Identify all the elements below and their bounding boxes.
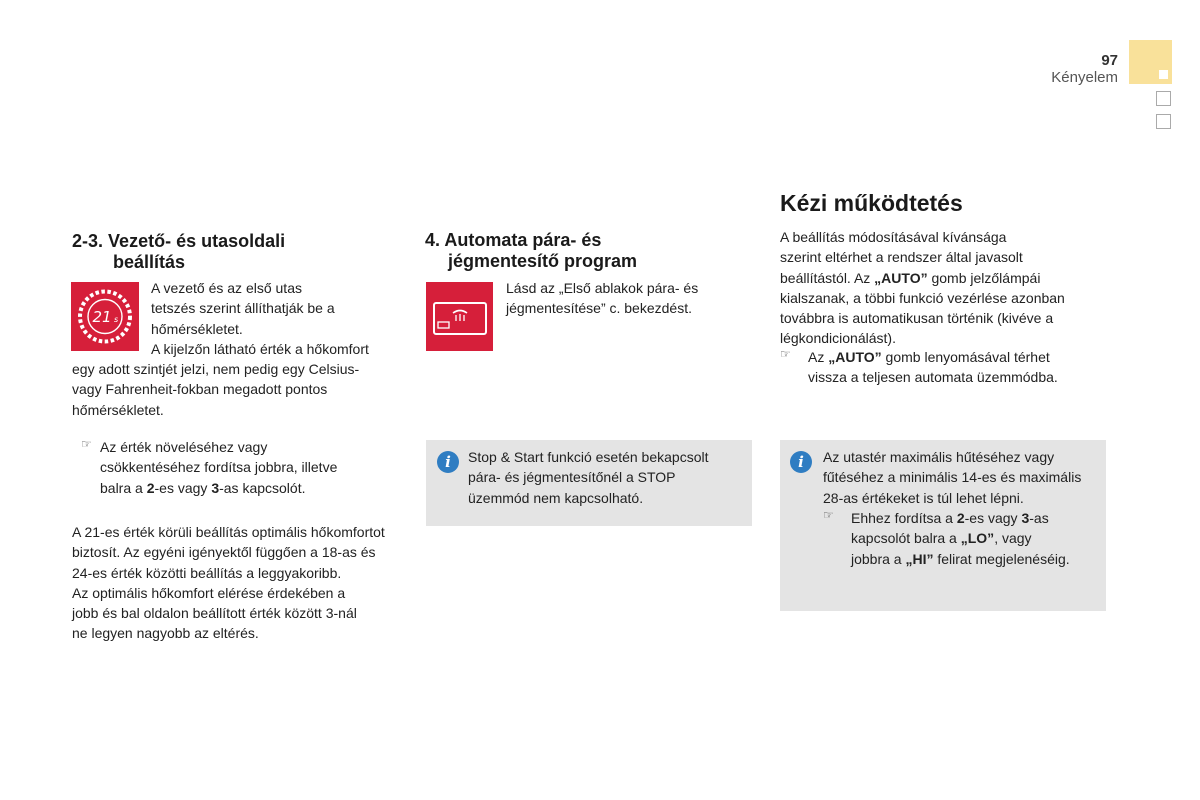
text-line bbox=[100, 437, 401, 457]
section-heading-4: 4. Automata pára- és jégmentesítő program bbox=[425, 230, 638, 271]
pointing-hand-icon: ☞ bbox=[823, 508, 834, 522]
text: -es vagy bbox=[154, 479, 212, 496]
bullet-text bbox=[851, 508, 1103, 569]
text-line: tetszés szerint állíthatják be a bbox=[151, 300, 335, 317]
text-line: Stop & Start funkció esetén bekapcsolt bbox=[468, 449, 709, 465]
temperature-display-icon bbox=[71, 282, 139, 351]
bullet-text bbox=[100, 437, 401, 498]
bold-text: 3 bbox=[1021, 510, 1030, 526]
info-box-stop-start bbox=[426, 440, 752, 526]
text: kapcsolót balra a bbox=[851, 530, 961, 547]
text-line bbox=[780, 328, 1110, 348]
info-bullet bbox=[823, 508, 1103, 569]
text: Ehhez fordítsa a bbox=[851, 510, 957, 526]
auto-bullet bbox=[780, 347, 1110, 388]
display-unit: s bbox=[114, 315, 119, 324]
text-line bbox=[780, 288, 1110, 308]
info-box-max-cooling bbox=[780, 440, 1106, 611]
paragraph-optimal bbox=[72, 522, 412, 644]
pointing-hand-icon: ☞ bbox=[780, 347, 791, 361]
info-text bbox=[823, 447, 1103, 508]
manual-body-text bbox=[780, 227, 1110, 349]
text-line: Az utastér maximális hűtéséhez vagy bbox=[823, 449, 1055, 465]
text: Az érték növeléséhez vagy bbox=[100, 439, 268, 455]
text: beállítástól. Az bbox=[780, 269, 875, 286]
text-line: vagy Fahrenheit-fokban megadott pontos bbox=[72, 381, 328, 398]
text: Az bbox=[808, 349, 829, 365]
text-line bbox=[851, 549, 1103, 569]
text-line bbox=[808, 347, 1110, 367]
bold-text: „HI” bbox=[905, 550, 934, 567]
text-line: üzemmód nem kapcsolható. bbox=[468, 489, 644, 506]
text: balra a bbox=[100, 479, 147, 496]
text-line: A vezető és az első utas bbox=[151, 280, 302, 296]
text: , vagy bbox=[994, 530, 1032, 547]
text-line bbox=[100, 457, 401, 477]
text: -as bbox=[1029, 510, 1049, 526]
text-line: biztosít. Az egyéni igényektől függően a 18-as és bbox=[72, 544, 376, 561]
bullet-text bbox=[808, 347, 1110, 388]
text-line: A kijelzőn látható érték a hőkomfort bbox=[151, 340, 369, 357]
text-line: hőmérsékletet. bbox=[72, 401, 164, 418]
text: jobbra a bbox=[851, 550, 906, 567]
text-line bbox=[780, 227, 1110, 247]
text-line: jégmentesítése” c. bekezdést. bbox=[506, 300, 692, 317]
text-line: 28-as értékeket is túl lehet lépni. bbox=[823, 489, 1024, 506]
bold-text: „LO” bbox=[960, 530, 995, 547]
chapter-tab-active bbox=[1129, 40, 1172, 84]
text: felirat megjelenéséig. bbox=[933, 550, 1070, 567]
text-line: egy adott szintjét jelzi, nem pedig egy Celsius- bbox=[72, 361, 360, 377]
instruction-bullet bbox=[81, 437, 401, 498]
text-line: jobb és bal oldalon beállított érték között 3-nál bbox=[72, 605, 357, 622]
text-line bbox=[851, 528, 1103, 548]
text: -es vagy bbox=[964, 510, 1022, 526]
pointing-hand-icon: ☞ bbox=[81, 437, 92, 451]
bold-text: 2 bbox=[146, 479, 155, 496]
defrost-button-icon bbox=[426, 282, 493, 351]
text: gomb lenyomásával térhet bbox=[881, 349, 1050, 365]
text: gomb jelzőlámpái bbox=[927, 269, 1041, 286]
text-line: Az optimális hőkomfort elérése érdekében a bbox=[72, 584, 346, 601]
text-line: 24-es érték közötti beállítás a leggyakoribb. bbox=[72, 564, 342, 581]
text: légkondicionálást). bbox=[780, 330, 896, 347]
info-icon: i bbox=[790, 451, 812, 473]
display-value: 21 bbox=[92, 308, 112, 326]
text: A beállítás módosításával kívánsága bbox=[780, 229, 1007, 245]
section-title: Kényelem bbox=[1051, 69, 1118, 86]
text: szerint eltérhet a rendszer által javasolt bbox=[780, 249, 1023, 266]
section-heading-manual: Kézi működtetés bbox=[780, 190, 963, 216]
text: vissza a teljesen automata üzemmódba. bbox=[808, 369, 1058, 386]
text: kialszanak, a többi funkció vezérlése azonban bbox=[780, 289, 1065, 306]
reference-text bbox=[506, 278, 746, 319]
chapter-tab bbox=[1156, 91, 1171, 106]
section-heading-2-3: 2-3. Vezető- és utasoldali beállítás bbox=[72, 231, 286, 272]
intro-text bbox=[151, 278, 401, 359]
info-text bbox=[468, 447, 748, 508]
text-line bbox=[780, 268, 1110, 288]
text-line bbox=[100, 478, 401, 498]
bold-text: „AUTO” bbox=[874, 269, 928, 286]
text-line bbox=[851, 508, 1103, 528]
text-line bbox=[780, 308, 1110, 328]
text-line: pára- és jégmentesítőnél a STOP bbox=[468, 469, 676, 486]
text-line: A 21-es érték körüli beállítás optimális hőkomfortot bbox=[72, 524, 385, 540]
text-line: ne legyen nagyobb az eltérés. bbox=[72, 625, 259, 642]
bold-text: 2 bbox=[956, 510, 965, 526]
text-line: hőmérsékletet. bbox=[151, 320, 243, 337]
text-line: Lásd az „Első ablakok pára- és bbox=[506, 280, 699, 296]
text-line bbox=[780, 247, 1110, 267]
bold-text: 3 bbox=[211, 479, 220, 496]
text-line bbox=[808, 367, 1110, 387]
text: továbbra is automatikusan történik (kivéve a bbox=[780, 310, 1054, 327]
page-number: 97 bbox=[1101, 52, 1118, 69]
text: csökkentéséhez fordítsa jobbra, illetve bbox=[100, 459, 338, 476]
text: -as kapcsolót. bbox=[219, 479, 306, 496]
body-text bbox=[72, 359, 402, 420]
bold-text: „AUTO” bbox=[828, 349, 882, 365]
text-line: fűtéséhez a minimális 14-es és maximális bbox=[823, 469, 1082, 486]
chapter-tab bbox=[1156, 114, 1171, 129]
info-icon: i bbox=[437, 451, 459, 473]
